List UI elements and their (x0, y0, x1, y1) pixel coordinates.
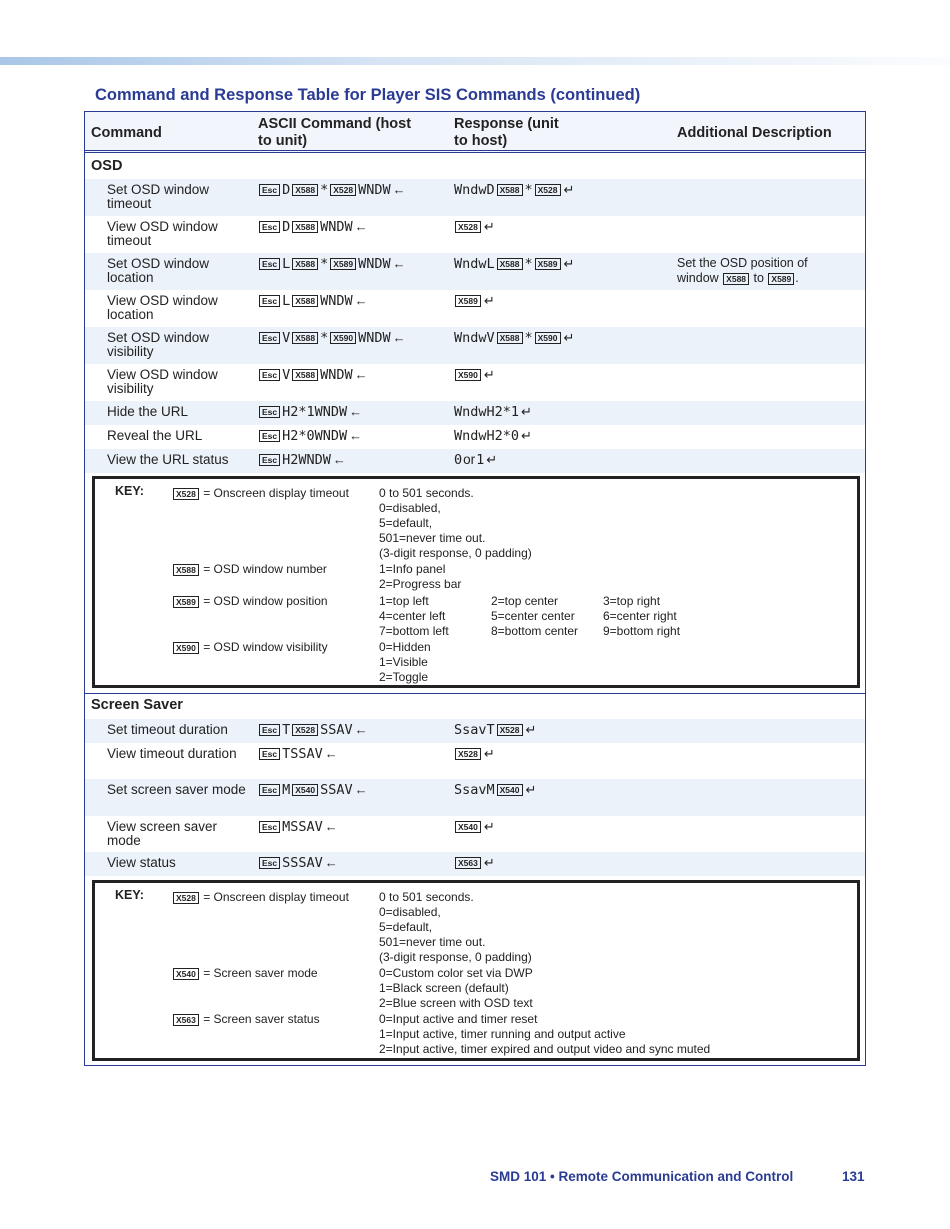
command-name: View timeout duration (107, 746, 237, 761)
response (454, 820, 495, 834)
table-row (85, 290, 865, 327)
table-row (85, 327, 865, 364)
variable-box: X540 (455, 821, 481, 833)
table-row (85, 816, 865, 852)
response (454, 368, 495, 382)
response: WndwD X588 * X528 ↵ (454, 182, 575, 198)
response (454, 294, 495, 308)
command-name: View status (107, 855, 176, 870)
key-x540: X540 = Screen saver mode (172, 966, 318, 981)
esc-key-icon: Esc (259, 258, 280, 270)
variable-box: X590 (455, 369, 481, 381)
response (454, 856, 495, 870)
ascii-command: Esc V X588 * X590 WNDW ← (258, 331, 406, 345)
command-name: View OSD window timeout (107, 219, 218, 248)
variable-box: X588 (497, 258, 523, 270)
variable-box: X588 (292, 332, 318, 344)
variable-box: X528 (535, 184, 561, 196)
variable-box: X588 (292, 258, 318, 270)
return-arrow-icon: ↵ (486, 452, 498, 467)
command-name: Set OSD window visibility (107, 330, 210, 359)
variable-box: X588 (292, 184, 318, 196)
esc-key-icon: Esc (259, 748, 280, 760)
response: WndwH2*1 ↵ (454, 404, 532, 420)
enter-arrow-icon: ← (354, 293, 368, 308)
variable-box: X528 (455, 221, 481, 233)
table-row (85, 719, 865, 743)
response: SsavT X528 ↵ (454, 722, 537, 738)
response (454, 747, 495, 761)
footer-text: SMD 101 • Remote Communication and Control (490, 1169, 794, 1184)
command-name: View the URL status (107, 452, 229, 467)
variable-box: X528 (497, 724, 523, 736)
command-name: View screen saver mode (107, 819, 218, 848)
key-x528: X528 = Onscreen display timeout (172, 890, 349, 905)
command-name: Set timeout duration (107, 722, 228, 737)
enter-arrow-icon: ← (324, 746, 338, 761)
ascii-command: Esc H2*0WNDW ← (258, 429, 362, 443)
ascii-command: Esc V X588 WNDW ← (258, 368, 368, 382)
command-name: Reveal the URL (107, 428, 203, 443)
esc-key-icon: Esc (259, 454, 280, 466)
command-name: Hide the URL (107, 404, 189, 419)
table-header (85, 112, 865, 153)
ascii-command: Esc H2*1WNDW ← (258, 405, 362, 419)
esc-key-icon: Esc (259, 332, 280, 344)
table-row (85, 743, 865, 779)
ascii-command: Esc M X540 SSAV ← (258, 783, 368, 797)
variable-box: X589 (455, 295, 481, 307)
response: WndwV X588 * X590 ↵ (454, 330, 575, 346)
esc-key-icon: Esc (259, 724, 280, 736)
variable-box: X589 (330, 258, 356, 270)
return-arrow-icon: ↵ (525, 722, 537, 737)
enter-arrow-icon: ← (332, 452, 346, 467)
response: WndwH2*0 ↵ (454, 428, 532, 444)
table-row (85, 179, 865, 216)
ascii-command: Esc TSSAV ← (258, 747, 338, 761)
enter-arrow-icon: ← (392, 182, 406, 197)
esc-key-icon: Esc (259, 821, 280, 833)
section-screen-saver: Screen Saver (91, 697, 183, 713)
table-row (85, 401, 865, 425)
key-label: KEY: (115, 888, 144, 902)
variable-box: X588 (292, 369, 318, 381)
table-row (85, 364, 865, 401)
return-arrow-icon: ↵ (563, 256, 575, 271)
command-name: Set OSD window location (107, 256, 210, 285)
esc-key-icon: Esc (259, 406, 280, 418)
variable-box: X588 (497, 332, 523, 344)
command-table (84, 111, 866, 1066)
variable-box: X588 (292, 295, 318, 307)
return-arrow-icon: ↵ (483, 746, 495, 761)
ascii-command: Esc L X588 * X589 WNDW ← (258, 257, 406, 271)
key-x589-col1: 1=top left 4=center left 7=bottom left (379, 594, 449, 638)
key-x528-values: 0 to 501 seconds. 0=disabled, 5=default, 501=never time out. (3-digit response, 0 padding) (379, 890, 532, 964)
header-response: Response (unit to host) (454, 116, 559, 149)
key-x563: X563 = Screen saver status (172, 1012, 320, 1027)
command-name: Set OSD window timeout (107, 182, 210, 211)
enter-arrow-icon: ← (354, 367, 368, 382)
table-row (85, 779, 865, 816)
table-row (85, 425, 865, 449)
variable-box: X588 (292, 221, 318, 233)
enter-arrow-icon: ← (324, 855, 338, 870)
enter-arrow-icon: ← (354, 782, 368, 797)
enter-arrow-icon: ← (324, 819, 338, 834)
variable-box: X589 (535, 258, 561, 270)
ascii-command: Esc L X588 WNDW ← (258, 294, 368, 308)
return-arrow-icon: ↵ (521, 428, 532, 443)
variable-box: X590 (535, 332, 561, 344)
table-row (85, 253, 865, 290)
page-number: 131 (842, 1169, 865, 1184)
page-title: Command and Response Table for Player SIS Commands (continued) (95, 86, 641, 104)
enter-arrow-icon: ← (354, 722, 368, 737)
return-arrow-icon: ↵ (563, 182, 575, 197)
key-x563-values: 0=Input active and timer reset 1=Input active, timer running and output active 2=Input active, timer expired and output video and sync muted (379, 1012, 711, 1056)
variable-box: X528 (330, 184, 356, 196)
return-arrow-icon: ↵ (483, 293, 495, 308)
enter-arrow-icon: ← (392, 330, 406, 345)
section-divider (85, 693, 865, 694)
esc-key-icon: Esc (259, 221, 280, 233)
return-arrow-icon: ↵ (483, 219, 495, 234)
additional-description: Set the OSD position of window X588 to X589 . (677, 256, 808, 285)
table-row (85, 216, 865, 253)
key-x589: X589 = OSD window position (172, 594, 328, 609)
header-command: Command (91, 125, 162, 141)
table-row (85, 449, 865, 473)
return-arrow-icon: ↵ (563, 330, 575, 345)
header-ascii: ASCII Command (host to unit) (258, 116, 412, 149)
key-x540-values: 0=Custom color set via DWP 1=Black screen (default) 2=Blue screen with OSD text (379, 966, 533, 1010)
ascii-command: Esc D X588 * X528 WNDW ← (258, 183, 406, 197)
return-arrow-icon: ↵ (521, 404, 532, 419)
enter-arrow-icon: ← (349, 404, 363, 419)
command-name: View OSD window visibility (107, 367, 218, 396)
esc-key-icon: Esc (259, 857, 280, 869)
screensaver-key-box (92, 880, 860, 1061)
variable-box: X528 (455, 748, 481, 760)
command-name: Set screen saver mode (107, 782, 246, 797)
header-description: Additional Description (677, 125, 832, 141)
variable-box: X589 (768, 273, 794, 285)
table-row (85, 852, 865, 876)
response: SsavM X540 ↵ (454, 782, 537, 798)
esc-key-icon: Esc (259, 184, 280, 196)
return-arrow-icon: ↵ (483, 819, 495, 834)
response: 0 or 1 ↵ (454, 452, 498, 468)
osd-key-box (92, 476, 860, 688)
variable-box: X590 (330, 332, 356, 344)
ascii-command: Esc SSSAV ← (258, 856, 338, 870)
variable-box: X588 (723, 273, 749, 285)
ascii-command: Esc D X588 WNDW ← (258, 220, 368, 234)
top-gradient-bar (0, 57, 950, 65)
ascii-command: Esc MSSAV ← (258, 820, 338, 834)
return-arrow-icon: ↵ (483, 367, 495, 382)
ascii-command: Esc T X528 SSAV ← (258, 723, 368, 737)
ascii-command: Esc H2WNDW ← (258, 453, 346, 467)
command-name: View OSD window location (107, 293, 218, 322)
key-x589-col2: 2=top center 5=center center 8=bottom center (491, 594, 579, 638)
enter-arrow-icon: ← (354, 219, 368, 234)
key-label: KEY: (115, 484, 144, 498)
response: WndwL X588 * X589 ↵ (454, 256, 575, 272)
esc-key-icon: Esc (259, 784, 280, 796)
return-arrow-icon: ↵ (483, 855, 495, 870)
enter-arrow-icon: ← (349, 428, 363, 443)
response (454, 220, 495, 234)
esc-key-icon: Esc (259, 430, 280, 442)
key-x590: X590 = OSD window visibility (172, 640, 328, 655)
esc-key-icon: Esc (259, 369, 280, 381)
key-x528: X528 = Onscreen display timeout (172, 486, 349, 501)
variable-box: X588 (497, 184, 523, 196)
enter-arrow-icon: ← (392, 256, 406, 271)
key-x588: X588 = OSD window number (172, 562, 327, 577)
key-x528-values: 0 to 501 seconds. 0=disabled, 5=default, 501=never time out. (3-digit response, 0 padding) (379, 486, 532, 560)
key-x588-values: 1=Info panel 2=Progress bar (379, 562, 462, 591)
section-osd: OSD (91, 158, 123, 174)
variable-box: X528 (292, 724, 318, 736)
esc-key-icon: Esc (259, 295, 280, 307)
variable-box: X540 (292, 784, 318, 796)
variable-box: X540 (497, 784, 523, 796)
variable-box: X563 (455, 857, 481, 869)
return-arrow-icon: ↵ (525, 782, 537, 797)
key-x590-values: 0=Hidden 1=Visible 2=Toggle (379, 640, 431, 684)
key-x589-col3: 3=top right 6=center right 9=bottom right (603, 594, 681, 638)
